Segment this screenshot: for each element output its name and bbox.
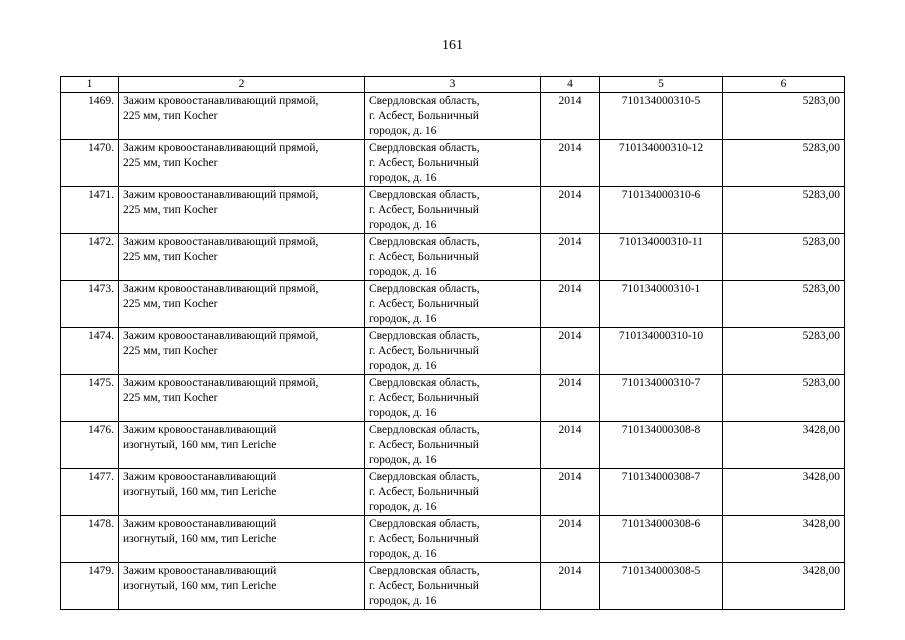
header-col-2: 2 xyxy=(119,77,365,93)
header-col-4: 4 xyxy=(541,77,600,93)
item-address-line: городок, д. 16 xyxy=(369,172,437,184)
item-code: 710134000308-8 xyxy=(600,422,723,469)
item-year: 2014 xyxy=(541,140,600,187)
item-name-line: изогнутый, 160 мм, тип Leriche xyxy=(123,533,277,545)
item-code: 710134000310-10 xyxy=(600,328,723,375)
item-value: 5283,00 xyxy=(723,328,845,375)
row-number: 1469. xyxy=(61,93,119,140)
item-name-line: Зажим кровоостанавливающий xyxy=(123,565,277,577)
item-address xyxy=(365,140,541,187)
item-name xyxy=(119,375,365,422)
item-address-line: г. Асбест, Больничный xyxy=(369,110,479,122)
item-name-line: 225 мм, тип Kocher xyxy=(123,110,218,122)
row-number: 1474. xyxy=(61,328,119,375)
row-number: 1470. xyxy=(61,140,119,187)
item-code: 710134000310-12 xyxy=(600,140,723,187)
item-code: 710134000310-6 xyxy=(600,187,723,234)
table-row xyxy=(61,281,845,328)
table-row xyxy=(61,328,845,375)
item-address-line: г. Асбест, Больничный xyxy=(369,533,479,545)
page-number: 161 xyxy=(442,38,463,53)
item-address-line: Свердловская область, xyxy=(369,330,480,342)
item-name xyxy=(119,516,365,563)
item-name xyxy=(119,563,365,610)
item-value: 5283,00 xyxy=(723,234,845,281)
item-year: 2014 xyxy=(541,234,600,281)
header-col-6: 6 xyxy=(723,77,845,93)
item-name xyxy=(119,328,365,375)
table-body xyxy=(61,93,845,610)
item-code: 710134000308-5 xyxy=(600,563,723,610)
item-address xyxy=(365,375,541,422)
item-address-line: Свердловская область, xyxy=(369,236,480,248)
item-address-line: городок, д. 16 xyxy=(369,548,437,560)
item-address-line: городок, д. 16 xyxy=(369,407,437,419)
item-address xyxy=(365,328,541,375)
row-number: 1475. xyxy=(61,375,119,422)
table-row xyxy=(61,140,845,187)
item-address xyxy=(365,187,541,234)
item-year: 2014 xyxy=(541,563,600,610)
item-address-line: г. Асбест, Больничный xyxy=(369,157,479,169)
row-number: 1478. xyxy=(61,516,119,563)
item-year: 2014 xyxy=(541,422,600,469)
item-name-line: 225 мм, тип Kocher xyxy=(123,345,218,357)
table-row xyxy=(61,234,845,281)
table-row xyxy=(61,93,845,140)
item-address-line: городок, д. 16 xyxy=(369,266,437,278)
item-code: 710134000310-5 xyxy=(600,93,723,140)
item-address-line: г. Асбест, Больничный xyxy=(369,298,479,310)
item-value: 5283,00 xyxy=(723,93,845,140)
item-name-line: 225 мм, тип Kocher xyxy=(123,204,218,216)
item-name xyxy=(119,281,365,328)
item-name-line: 225 мм, тип Kocher xyxy=(123,298,218,310)
item-name-line: изогнутый, 160 мм, тип Leriche xyxy=(123,580,277,592)
item-address-line: Свердловская область, xyxy=(369,424,480,436)
item-code: 710134000310-1 xyxy=(600,281,723,328)
item-address-line: городок, д. 16 xyxy=(369,360,437,372)
item-name-line: изогнутый, 160 мм, тип Leriche xyxy=(123,486,277,498)
item-address-line: г. Асбест, Больничный xyxy=(369,204,479,216)
item-name xyxy=(119,234,365,281)
item-code: 710134000308-7 xyxy=(600,469,723,516)
header-col-1: 1 xyxy=(61,77,119,93)
item-address-line: городок, д. 16 xyxy=(369,454,437,466)
row-number: 1476. xyxy=(61,422,119,469)
row-number: 1477. xyxy=(61,469,119,516)
row-number: 1472. xyxy=(61,234,119,281)
item-address-line: г. Асбест, Больничный xyxy=(369,251,479,263)
item-name-line: Зажим кровоостанавливающий прямой, xyxy=(123,189,319,201)
item-name-line: Зажим кровоостанавливающий xyxy=(123,471,277,483)
item-name-line: 225 мм, тип Kocher xyxy=(123,157,218,169)
item-address xyxy=(365,281,541,328)
item-address xyxy=(365,516,541,563)
item-address-line: городок, д. 16 xyxy=(369,125,437,137)
table-row xyxy=(61,422,845,469)
item-address-line: Свердловская область, xyxy=(369,377,480,389)
row-number: 1479. xyxy=(61,563,119,610)
inventory-table xyxy=(60,76,845,610)
item-name xyxy=(119,422,365,469)
item-name-line: Зажим кровоостанавливающий прямой, xyxy=(123,142,319,154)
row-number: 1471. xyxy=(61,187,119,234)
item-year: 2014 xyxy=(541,281,600,328)
item-year: 2014 xyxy=(541,328,600,375)
item-address-line: городок, д. 16 xyxy=(369,219,437,231)
item-year: 2014 xyxy=(541,93,600,140)
item-address-line: г. Асбест, Больничный xyxy=(369,392,479,404)
item-year: 2014 xyxy=(541,375,600,422)
item-address-line: городок, д. 16 xyxy=(369,501,437,513)
header-col-5: 5 xyxy=(600,77,723,93)
item-name xyxy=(119,469,365,516)
item-year: 2014 xyxy=(541,469,600,516)
item-address xyxy=(365,422,541,469)
item-address-line: Свердловская область, xyxy=(369,283,480,295)
item-address-line: г. Асбест, Больничный xyxy=(369,439,479,451)
item-name xyxy=(119,93,365,140)
item-name-line: Зажим кровоостанавливающий xyxy=(123,518,277,530)
header-col-3: 3 xyxy=(365,77,541,93)
table-row xyxy=(61,469,845,516)
item-address-line: г. Асбест, Больничный xyxy=(369,486,479,498)
item-address-line: Свердловская область, xyxy=(369,471,480,483)
item-address xyxy=(365,93,541,140)
item-code: 710134000310-11 xyxy=(600,234,723,281)
item-address-line: Свердловская область, xyxy=(369,95,480,107)
item-value: 5283,00 xyxy=(723,140,845,187)
table-header xyxy=(61,77,845,93)
item-value: 3428,00 xyxy=(723,422,845,469)
item-name-line: Зажим кровоостанавливающий xyxy=(123,424,277,436)
item-name-line: Зажим кровоостанавливающий прямой, xyxy=(123,330,319,342)
item-value: 3428,00 xyxy=(723,563,845,610)
item-name-line: Зажим кровоостанавливающий прямой, xyxy=(123,95,319,107)
item-code: 710134000310-7 xyxy=(600,375,723,422)
item-value: 5283,00 xyxy=(723,375,845,422)
row-number: 1473. xyxy=(61,281,119,328)
item-code: 710134000308-6 xyxy=(600,516,723,563)
item-value: 3428,00 xyxy=(723,469,845,516)
item-name-line: Зажим кровоостанавливающий прямой, xyxy=(123,377,319,389)
item-address-line: Свердловская область, xyxy=(369,142,480,154)
item-address xyxy=(365,469,541,516)
item-name xyxy=(119,187,365,234)
item-value: 5283,00 xyxy=(723,281,845,328)
item-year: 2014 xyxy=(541,187,600,234)
item-name xyxy=(119,140,365,187)
item-address-line: г. Асбест, Больничный xyxy=(369,345,479,357)
item-address xyxy=(365,563,541,610)
item-value: 5283,00 xyxy=(723,187,845,234)
item-name-line: Зажим кровоостанавливающий прямой, xyxy=(123,283,319,295)
item-address-line: городок, д. 16 xyxy=(369,595,437,607)
item-name-line: изогнутый, 160 мм, тип Leriche xyxy=(123,439,277,451)
item-address-line: Свердловская область, xyxy=(369,189,480,201)
table-row xyxy=(61,563,845,610)
item-address-line: Свердловская область, xyxy=(369,565,480,577)
item-name-line: 225 мм, тип Kocher xyxy=(123,392,218,404)
header-row xyxy=(61,77,845,93)
item-address xyxy=(365,234,541,281)
item-year: 2014 xyxy=(541,516,600,563)
table-row xyxy=(61,187,845,234)
table-row xyxy=(61,516,845,563)
item-name-line: Зажим кровоостанавливающий прямой, xyxy=(123,236,319,248)
item-address-line: городок, д. 16 xyxy=(369,313,437,325)
table-row xyxy=(61,375,845,422)
item-address-line: г. Асбест, Больничный xyxy=(369,580,479,592)
item-address-line: Свердловская область, xyxy=(369,518,480,530)
item-name-line: 225 мм, тип Kocher xyxy=(123,251,218,263)
item-value: 3428,00 xyxy=(723,516,845,563)
